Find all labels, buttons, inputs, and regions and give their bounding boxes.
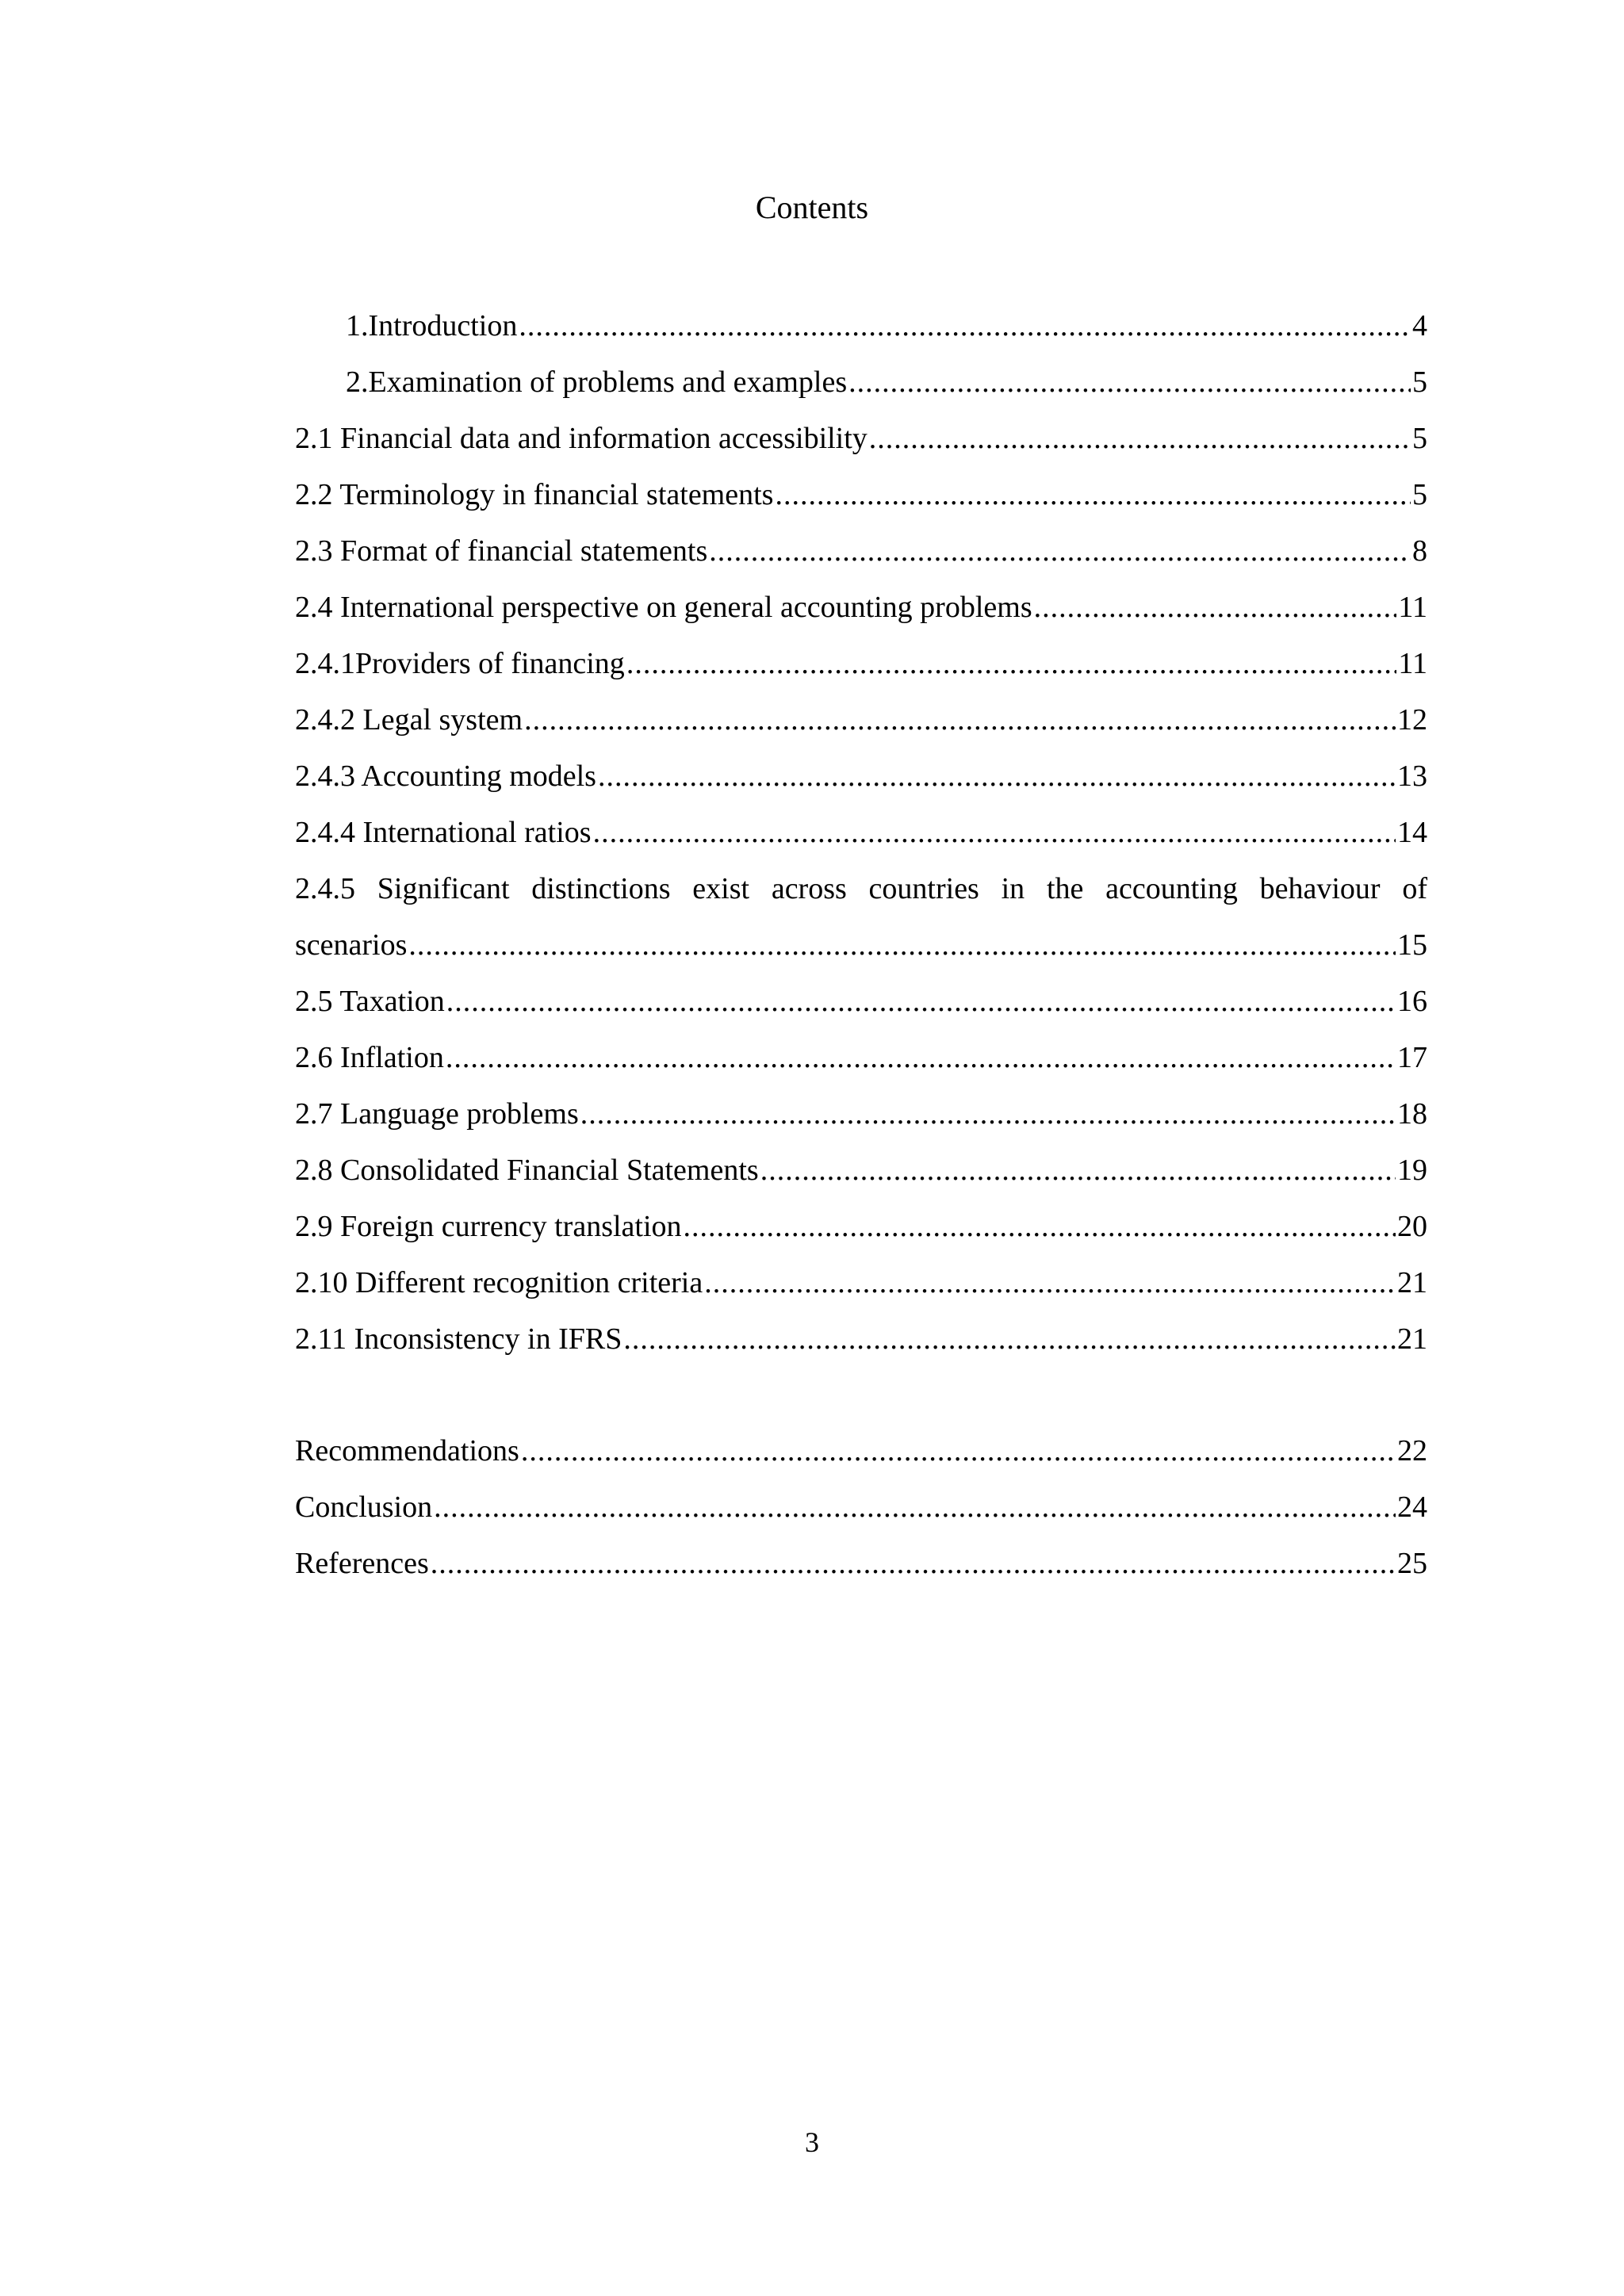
toc-entry-page: 11 <box>1398 647 1427 680</box>
toc-entry-text: 2.3 Format of financial statements <box>295 534 708 568</box>
table-of-contents <box>295 298 1427 1592</box>
toc-entry-text: 2.4 International perspective on general accounting problems <box>295 591 1032 624</box>
dot-leader <box>869 411 1411 467</box>
toc-entry-page: 18 <box>1397 1097 1427 1131</box>
toc-entry-text: 2.5 Taxation <box>295 985 445 1018</box>
dot-leader <box>524 692 1396 748</box>
toc-entry-introduction[interactable] <box>295 298 1427 354</box>
toc-entry-text: scenarios <box>295 928 408 962</box>
contents-title: Contents <box>755 189 869 225</box>
toc-entry[interactable] <box>295 692 1427 748</box>
toc-entry-page: 17 <box>1397 1041 1427 1074</box>
dot-leader <box>446 1030 1396 1086</box>
toc-entry-text: 2.4.4 International ratios <box>295 816 592 849</box>
dot-leader <box>848 354 1411 411</box>
dot-leader <box>704 1255 1396 1311</box>
dot-leader <box>623 1311 1396 1368</box>
toc-entry-text: Conclusion <box>295 1490 433 1524</box>
toc-entry-page: 12 <box>1397 703 1427 737</box>
toc-entry-page: 5 <box>1412 365 1427 399</box>
toc-entry[interactable] <box>295 1030 1427 1086</box>
toc-entry-page: 20 <box>1397 1210 1427 1243</box>
toc-entry-long-line2[interactable] <box>295 917 1427 974</box>
dot-leader <box>593 805 1396 861</box>
toc-entry-page: 8 <box>1412 534 1427 568</box>
toc-entry-page: 16 <box>1397 985 1427 1018</box>
toc-entry[interactable] <box>295 467 1427 523</box>
toc-entry[interactable] <box>295 1199 1427 1255</box>
dot-leader <box>434 1479 1396 1536</box>
toc-entry-examination[interactable] <box>295 354 1427 411</box>
toc-entry[interactable] <box>295 1311 1427 1368</box>
toc-entry[interactable] <box>295 580 1427 636</box>
dot-leader <box>431 1536 1396 1592</box>
toc-entry[interactable] <box>295 1255 1427 1311</box>
toc-entry-text: 2.8 Consolidated Financial Statements <box>295 1154 759 1187</box>
dot-leader <box>709 523 1411 580</box>
toc-entry[interactable] <box>295 523 1427 580</box>
toc-entry[interactable] <box>295 805 1427 861</box>
toc-entry[interactable] <box>295 1142 1427 1199</box>
toc-entry-text: Recommendations <box>295 1434 519 1468</box>
toc-entry[interactable] <box>295 636 1427 692</box>
toc-entry-page: 13 <box>1397 760 1427 793</box>
toc-entry-page: 4 <box>1412 309 1427 342</box>
dot-leader <box>519 298 1411 354</box>
dot-leader <box>684 1199 1396 1255</box>
toc-entry-text: 2.7 Language problems <box>295 1097 579 1131</box>
toc-entry-text: Examination of problems and examples <box>368 365 848 399</box>
toc-entry-text: 2.4.1Providers of financing <box>295 647 625 680</box>
toc-entry[interactable] <box>295 411 1427 467</box>
toc-entry-page: 11 <box>1398 591 1427 624</box>
dot-leader <box>775 467 1411 523</box>
dot-leader <box>521 1423 1396 1479</box>
toc-entry-text: 2.9 Foreign currency translation <box>295 1210 682 1243</box>
toc-entry-page: 5 <box>1412 478 1427 511</box>
toc-entry-recommendations[interactable] <box>295 1423 1427 1479</box>
toc-entry-conclusion[interactable] <box>295 1479 1427 1536</box>
toc-entry[interactable] <box>295 748 1427 805</box>
toc-entry-text: 2.1 Financial data and information accessibility <box>295 422 868 455</box>
toc-entry-page: 5 <box>1412 422 1427 455</box>
toc-entry-text: 2.6 Inflation <box>295 1041 444 1074</box>
dot-leader <box>626 636 1397 692</box>
toc-entry-long-line1[interactable]: 2.4.5 Significant distinctions exist across countries in the accounting behaviour of <box>295 872 1427 905</box>
toc-entry-number: 1. <box>346 309 369 342</box>
toc-entry-text: References <box>295 1547 429 1580</box>
toc-entry-page: 19 <box>1397 1154 1427 1187</box>
toc-entry-text: 2.10 Different recognition criteria <box>295 1266 703 1299</box>
toc-entry-text: 2.2 Terminology in financial statements <box>295 478 774 511</box>
toc-entry-page: 21 <box>1397 1266 1427 1299</box>
dot-leader <box>760 1142 1396 1199</box>
toc-entry-text: 2.4.2 Legal system <box>295 703 523 737</box>
page-number: 3 <box>805 2126 819 2158</box>
section-gap <box>295 1368 1427 1423</box>
toc-entry-page: 15 <box>1397 928 1427 962</box>
toc-entry-page: 24 <box>1397 1490 1427 1524</box>
dot-leader <box>446 974 1396 1030</box>
dot-leader <box>598 748 1396 805</box>
toc-entry-references[interactable] <box>295 1536 1427 1592</box>
toc-entry[interactable] <box>295 1086 1427 1142</box>
dot-leader <box>408 917 1396 974</box>
toc-entry-number: 2. <box>346 365 369 399</box>
dot-leader <box>1034 580 1397 636</box>
toc-entry-page: 22 <box>1397 1434 1427 1468</box>
toc-entry-page: 14 <box>1397 816 1427 849</box>
toc-entry[interactable] <box>295 974 1427 1030</box>
dot-leader <box>580 1086 1396 1142</box>
toc-entry-text: 2.4.3 Accounting models <box>295 760 596 793</box>
toc-entry-page: 25 <box>1397 1547 1427 1580</box>
toc-entry-page: 21 <box>1397 1322 1427 1356</box>
toc-entry-text: Introduction <box>368 309 518 342</box>
toc-entry-text: 2.11 Inconsistency in IFRS <box>295 1322 622 1356</box>
